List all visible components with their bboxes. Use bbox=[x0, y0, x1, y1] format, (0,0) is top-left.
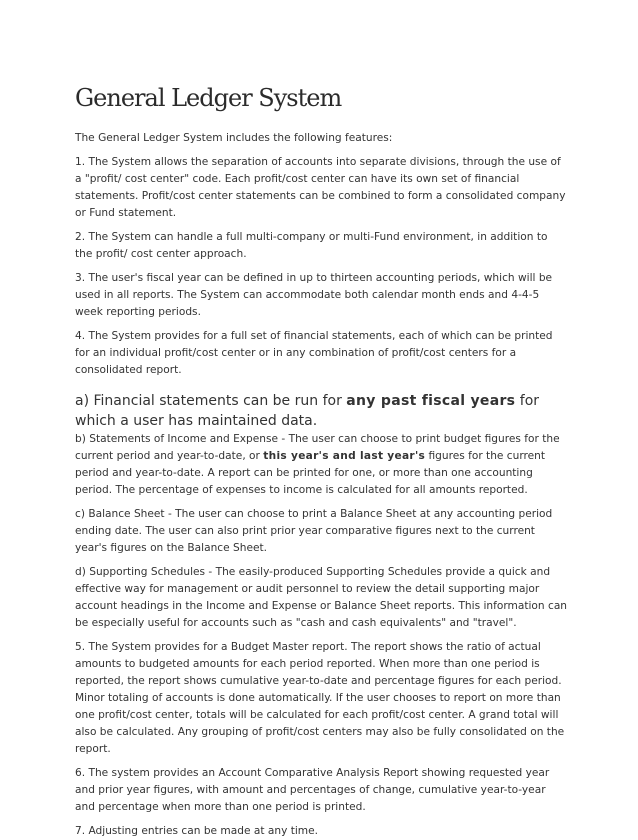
feature-4b-emphasis: this year's and last year's bbox=[263, 450, 426, 462]
feature-4a-paragraph bbox=[75, 391, 568, 431]
feature-4a-emphasis: any past fiscal years bbox=[346, 393, 516, 409]
feature-4c-paragraph: c) Balance Sheet - The user can choose to print a Balance Sheet at any accounting period ending date. The user can also print prior year comparative figures next to the current year's figures on the Balance Sheet. bbox=[75, 508, 553, 554]
feature-4a-text-before: a) Financial statements can be run for bbox=[75, 393, 347, 409]
feature-4b-text-after: figures for the current period and year-to-date. A report can be printed for one, or more than one accounting period. The percentage of expenses to income is calculated for all amounts reported. bbox=[75, 450, 546, 496]
feature-4d-paragraph: d) Supporting Schedules - The easily-produced Supporting Schedules provide a quick and effective way for management or audit personnel to review the detail supporting major account headings in the Income and Expense or Balance Sheet reports. This information can be especially useful for accounts such as "cash and cash equivalents" and "travel". bbox=[75, 566, 568, 629]
feature-4-paragraph: 4. The System provides for a full set of financial statements, each of which can be printed for an individual profit/cost center or in any combination of profit/cost centers for a consolidated report. bbox=[75, 330, 553, 376]
intro-paragraph: The General Ledger System includes the following features: bbox=[75, 132, 393, 144]
feature-4b-paragraph bbox=[75, 431, 568, 499]
feature-4a-text-after: for which a user has maintained data. bbox=[75, 393, 540, 429]
feature-4b-text-before: b) Statements of Income and Expense - The user can choose to print budget figures for the current period and year-to-date, or bbox=[75, 433, 560, 462]
feature-2-paragraph: 2. The System can handle a full multi-company or multi-Fund environment, in addition to the profit/ cost center approach. bbox=[75, 231, 548, 260]
feature-1-paragraph: 1. The System allows the separation of accounts into separate divisions, through the use of a "profit/ cost center" code. Each profit/cost center can have its own set of financial statements. Profit/cost center statements can be combined to form a consolidated company or Fund statement. bbox=[75, 156, 566, 219]
feature-3-paragraph: 3. The user's fiscal year can be defined in up to thirteen accounting periods, which will be used in all reports. The System can accommodate both calendar month ends and 4-4-5 week reporting periods. bbox=[75, 272, 553, 318]
feature-7-paragraph: 7. Adjusting entries can be made at any time. bbox=[75, 825, 319, 837]
feature-6-paragraph: 6. The system provides an Account Comparative Analysis Report showing requested year and prior year figures, with amount and percentages of change, cumulative year-to-year and percentage when more than one period is printed. bbox=[75, 767, 550, 813]
feature-5-paragraph: 5. The System provides for a Budget Master report. The report shows the ratio of actual amounts to budgeted amounts for each period reported. When more than one period is reported, the report shows cumulative year-to-date and percentage figures for each period. Minor totaling of accounts is done automatically. If the user chooses to report on more than one profit/cost center, totals will be calculated for each profit/cost center. A grand total will also be calculated. Any grouping of profit/cost centers may also be fully consolidated on the report. bbox=[75, 641, 565, 755]
page-title: General Ledger System bbox=[75, 84, 342, 112]
